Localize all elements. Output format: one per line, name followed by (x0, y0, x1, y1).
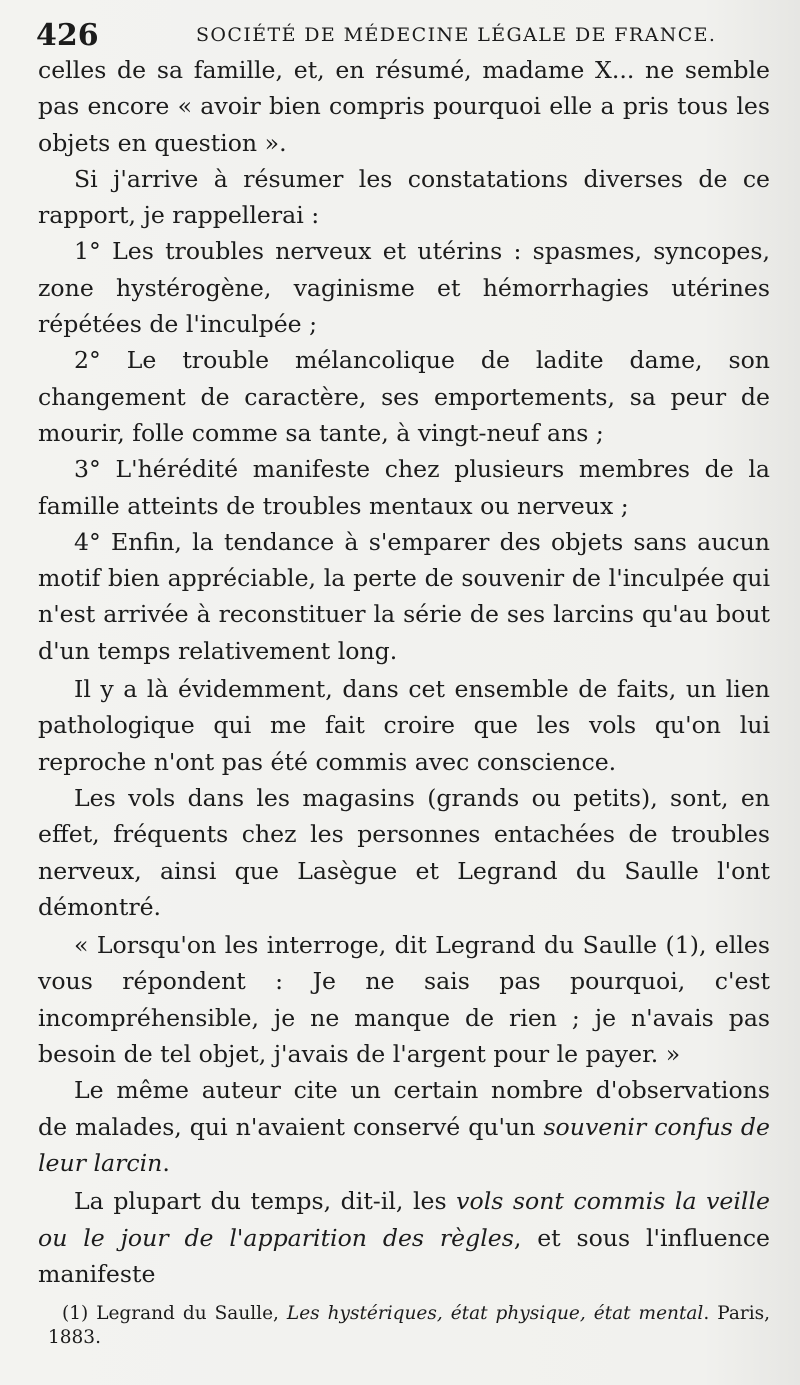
paragraph-observations-text: Le même auteur cite un certain nombre d'observations de malades, qui n'avaient conservé qu'un (38, 1076, 770, 1141)
footnote-reference: (1) Legrand du Saulle, (62, 1303, 287, 1324)
body-text (38, 52, 770, 1292)
paragraph-regles-text: La plupart du temps, dit-il, les (74, 1187, 457, 1216)
paragraph-point-1: 1° Les troubles nerveux et utérins : spasmes, syncopes, zone hystérogène, vaginisme et hémorrhagies utérines répétées de l'inculpée ; (38, 237, 770, 339)
page-header (36, 12, 776, 52)
paragraph-quotation: « Lorsqu'on les interroge, dit Legrand du Saulle (1), elles vous répondent : Je ne sais pas pourquoi, c'est incompréhensible, je ne manque de rien ; je n'avais pas besoin de tel objet, j'avais de l'argent pour le payer. » (38, 931, 770, 1069)
paragraph-summary-intro: Si j'arrive à résumer les constatations diverses de ce rapport, je rappellerai : (38, 164, 770, 230)
paragraph-vols-magasins: Les vols dans les magasins (grands ou petits), sont, en effet, fréquents chez les personnes entachées de troubles nerveux, ainsi que Lasègue et Legrand du Saulle l'ont démontré. (38, 783, 770, 921)
paragraph-conclusion: Il y a là évidemment, dans cet ensemble de faits, un lien pathologique qui me fait croire que les vols qu'on lui reproche n'ont pas été commis avec conscience. (38, 675, 770, 776)
footnote-publication: . Paris, 1883. (48, 1303, 770, 1348)
paragraph-observations (38, 1072, 770, 1181)
running-head: SOCIÉTÉ DE MÉDECINE LÉGALE DE FRANCE. (196, 24, 717, 46)
page-number: 426 (36, 18, 99, 53)
paragraph-regles (38, 1183, 770, 1292)
paragraph-point-2: 2° Le trouble mélancolique de ladite dame, son changement de caractère, ses emportements, sa peur de mourir, folle comme sa tante, à vingt-neuf ans ; (38, 346, 770, 447)
footnote (48, 1302, 770, 1350)
paragraph-point-4: 4° Enfin, la tendance à s'emparer des objets sans aucun motif bien appréciable, la perte de souvenir de l'inculpée qui n'est arrivée à reconstituer la série de ses larcins qu'au bout d'un temps relativement long. (38, 527, 770, 665)
paragraph-observations-italic: souvenir confus de leur larcin (38, 1112, 770, 1177)
footnote-title: Les hystériques, état physique, état mental (286, 1303, 704, 1324)
paragraph-observations-end: . (162, 1148, 170, 1177)
paragraph-point-3: 3° L'hérédité manifeste chez plusieurs membres de la famille atteints de troubles mentaux ou nerveux ; (38, 455, 770, 520)
paragraph-regles-end: , et sous l'influence manifeste (38, 1223, 770, 1288)
paragraph-continuation: celles de sa famille, et, en résumé, madame X... ne semble pas encore « avoir bien compris pourquoi elle a pris tous les objets en question ». (38, 56, 770, 157)
paragraph-regles-italic: vols sont commis la veille ou le jour de l'apparition des règles (38, 1187, 770, 1252)
